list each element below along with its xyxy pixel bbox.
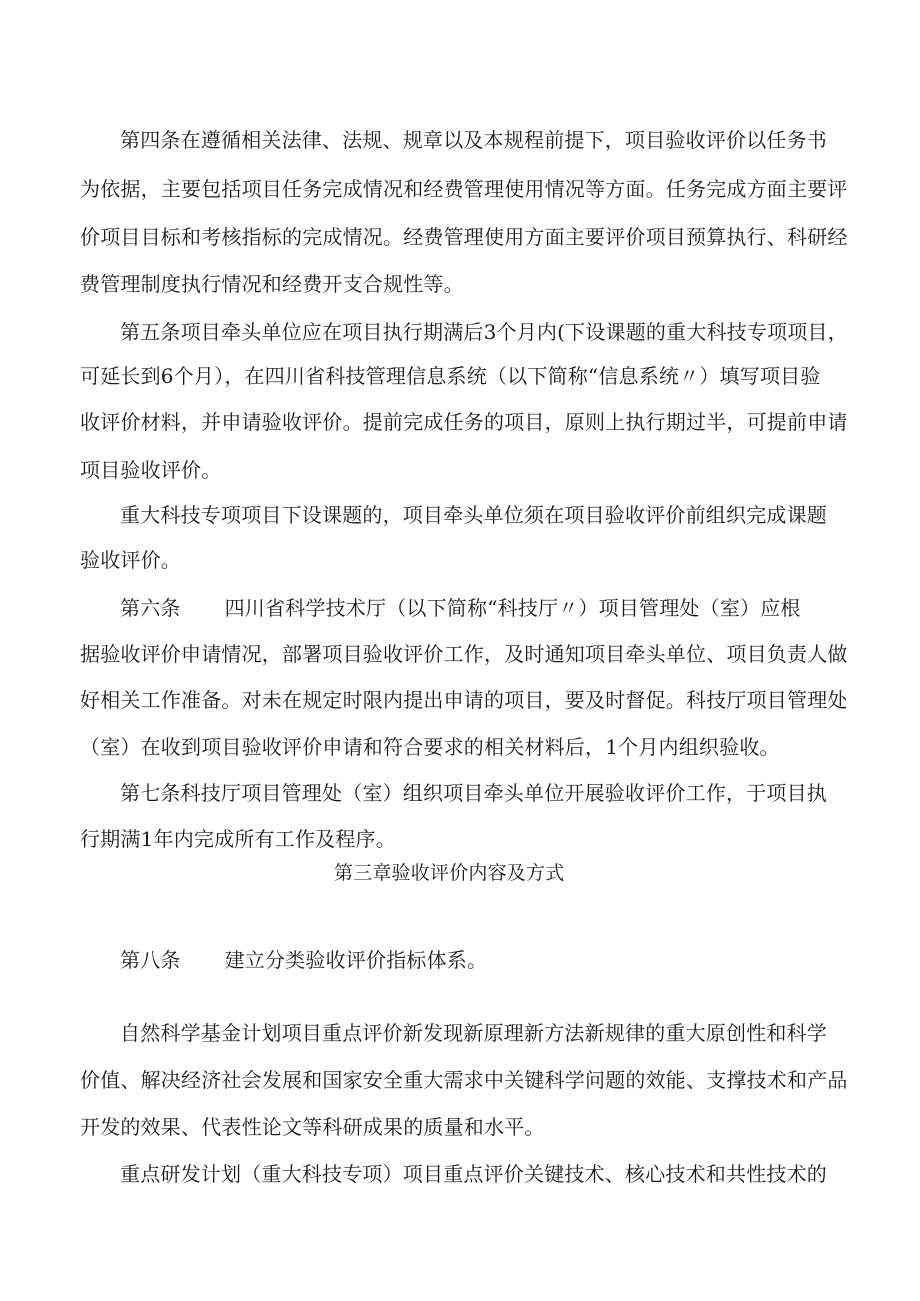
- article8-line: [120, 946, 487, 974]
- article8-text: 建立分类验收评价指标体系。: [224, 948, 488, 972]
- article6-line-3: 好相关工作准备。对未在规定时限内提出申请的项目，要及时督促。科技厅项目管理处: [80, 688, 848, 712]
- article6-line-4: （室）在收到项目验收评价申请和符合要求的相关材料后，1个月内组织验收。: [80, 735, 780, 759]
- article7-line-1: 第七条科技厅项目管理处（室）组织项目牵头单位开展验收评价工作，于项目执: [120, 781, 827, 805]
- article6-line-1: [120, 594, 801, 622]
- article5b-line-1: 重大科技专项项目下设课题的，项目牵头单位须在项目验收评价前组织完成课题: [120, 503, 827, 527]
- natural-science-line-1: 自然科学基金计划项目重点评价新发现新原理新方法新规律的重大原创性和科学: [120, 1021, 827, 1045]
- chapter3-heading: 第三章验收评价内容及方式: [334, 862, 565, 884]
- article4-line-4: 费管理制度执行情况和经费开支合规性等。: [80, 272, 464, 296]
- natural-science-line-2: 价值、解决经济社会发展和国家安全重大需求中关键科学问题的效能、支撑技术和产品: [80, 1068, 848, 1092]
- article6-line-2: 据验收评价申请情况，部署项目验收评价工作，及时通知项目牵头单位、项目负责人做: [80, 642, 848, 666]
- article5-line-3: 收评价材料，并申请验收评价。提前完成任务的项目，原则上执行期过半，可提前申请: [80, 410, 848, 434]
- key-rd-line-1: 重点研发计划（重大科技专项）项目重点评价关键技术、核心技术和共性技术的: [120, 1162, 827, 1186]
- natural-science-line-3: 开发的效果、代表性论文等科研成果的质量和水平。: [80, 1115, 545, 1139]
- article4-line-1: 第四条在遵循相关法律、法规、规章以及本规程前提下，项目验收评价以任务书: [120, 128, 827, 152]
- article5b-line-2: 验收评价。: [80, 548, 181, 572]
- article6-label: 第六条: [120, 596, 181, 620]
- article7-line-2: 行期满1年内完成所有工作及程序。: [80, 827, 396, 851]
- article6-first-line-text: 四川省科学技术厅（以下简称“科技厅〃）项目管理处（室）应根: [224, 596, 801, 620]
- article5-line-2: 可延长到6个月），在四川省科技管理信息系统（以下简称“信息系统〃）填写项目验: [80, 364, 821, 388]
- article5-line-4: 项目验收评价。: [80, 458, 222, 482]
- article5-line-1: 第五条项目牵头单位应在项目执行期满后3个月内(下设课题的重大科技专项项目，: [120, 320, 848, 344]
- article4-line-3: 价项目目标和考核指标的完成情况。经费管理使用方面主要评价项目预算执行、科研经: [80, 225, 848, 249]
- article8-label: 第八条: [120, 948, 181, 972]
- article4-line-2: 为依据，主要包括项目任务完成情况和经费管理使用情况等方面。任务完成方面主要评: [80, 177, 848, 201]
